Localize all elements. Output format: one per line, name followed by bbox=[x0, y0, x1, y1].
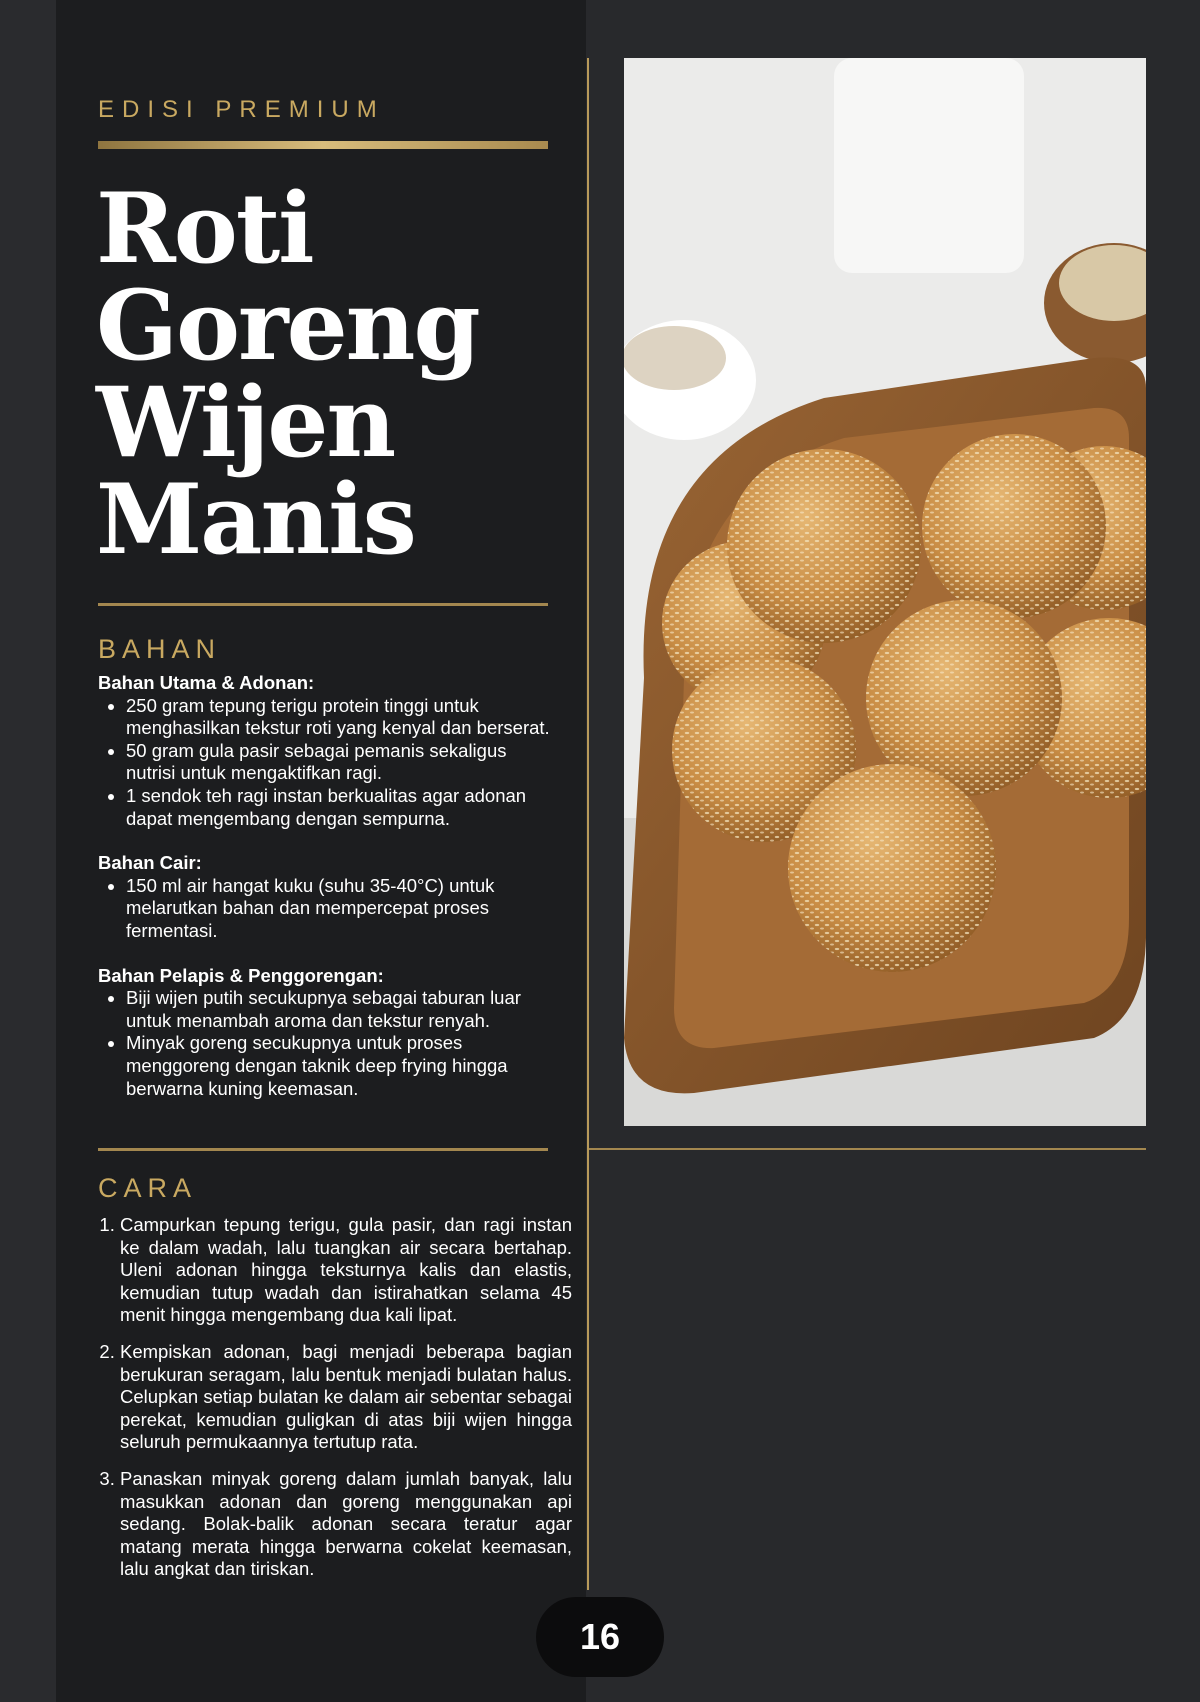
method-steps bbox=[98, 1214, 572, 1595]
ingredient-item: • Minyak goreng secukupnya untuk proses menggoreng dengan taknik deep frying hingga berwarna kuning keemasan. bbox=[126, 1032, 550, 1100]
ingredient-group bbox=[98, 852, 550, 942]
method-step: 3. Panaskan minyak goreng dalam jumlah banyak, lalu masukkan adonan dan goreng menggunakan api sedang. Bolak-balik adonan secara teratur agar matang merata hingga berwarna cokelat keemasan, lalu angkat dan tiriskan. bbox=[120, 1468, 572, 1581]
title-line: Manis bbox=[96, 463, 415, 576]
ingredient-group-title: Bahan Pelapis & Penggorengan: bbox=[98, 964, 384, 986]
title-line: Goreng bbox=[96, 269, 479, 382]
ingredient-item: • 50 gram gula pasir sebagai pemanis sekaligus nutrisi untuk mengaktifkan ragi. bbox=[126, 740, 550, 785]
edition-label: EDISI PREMIUM bbox=[98, 96, 385, 123]
ingredient-group-title: Bahan Cair: bbox=[98, 852, 202, 874]
ingredients-heading: BAHAN bbox=[98, 634, 222, 664]
ingredient-group bbox=[98, 672, 550, 830]
ingredient-item: • 250 gram tepung terigu protein tinggi untuk menghasilkan tekstur roti yang kenyal dan berserat. bbox=[126, 695, 550, 740]
page-number: 16 bbox=[536, 1597, 664, 1677]
section-divider bbox=[98, 603, 548, 606]
gold-vertical-divider bbox=[587, 58, 589, 1590]
method-step: 1. Campurkan tepung terigu, gula pasir, dan ragi instan ke dalam wadah, lalu tuangkan air secara bertahap. Uleni adonan hingga teksturnya kalis dan elastis, kemudian tutup wadah dan istirahatkan selama 45 menit hingga mengembang dua kali lipat. bbox=[120, 1214, 572, 1327]
ingredient-group-title: Bahan Utama & Adonan: bbox=[98, 672, 315, 693]
title-line: Roti bbox=[96, 172, 313, 285]
section-divider bbox=[98, 1148, 548, 1151]
ingredient-item: • 150 ml air hangat kuku (suhu 35-40°C) untuk melarutkan bahan dan mempercepat proses fermentasi. bbox=[126, 875, 550, 943]
ingredient-group bbox=[98, 965, 550, 1101]
method-step: 2. Kempiskan adonan, bagi menjadi beberapa bagian berukuran seragam, lalu bentuk menjadi bulatan halus. Celupkan setiap bulatan ke dalam air sebentar sebagai perekat, kemudian guligkan di atas biji wijen hingga seluruh permukaannya tertutup rata. bbox=[120, 1341, 572, 1454]
ingredient-item: • Biji wijen putih secukupnya sebagai taburan luar untuk menambah aroma dan tekstur renyah. bbox=[126, 987, 550, 1032]
method-heading: CARA bbox=[98, 1173, 198, 1203]
ingredient-item: • 1 sendok teh ragi instan berkualitas agar adonan dapat mengembang dengan sempurna. bbox=[126, 785, 550, 830]
photo-divider bbox=[589, 1148, 1146, 1150]
title-line: Wijen bbox=[96, 366, 395, 479]
gold-title-rule bbox=[98, 141, 548, 149]
ingredients-list bbox=[98, 672, 550, 1122]
recipe-photo bbox=[624, 58, 1146, 1126]
recipe-title bbox=[96, 172, 566, 576]
